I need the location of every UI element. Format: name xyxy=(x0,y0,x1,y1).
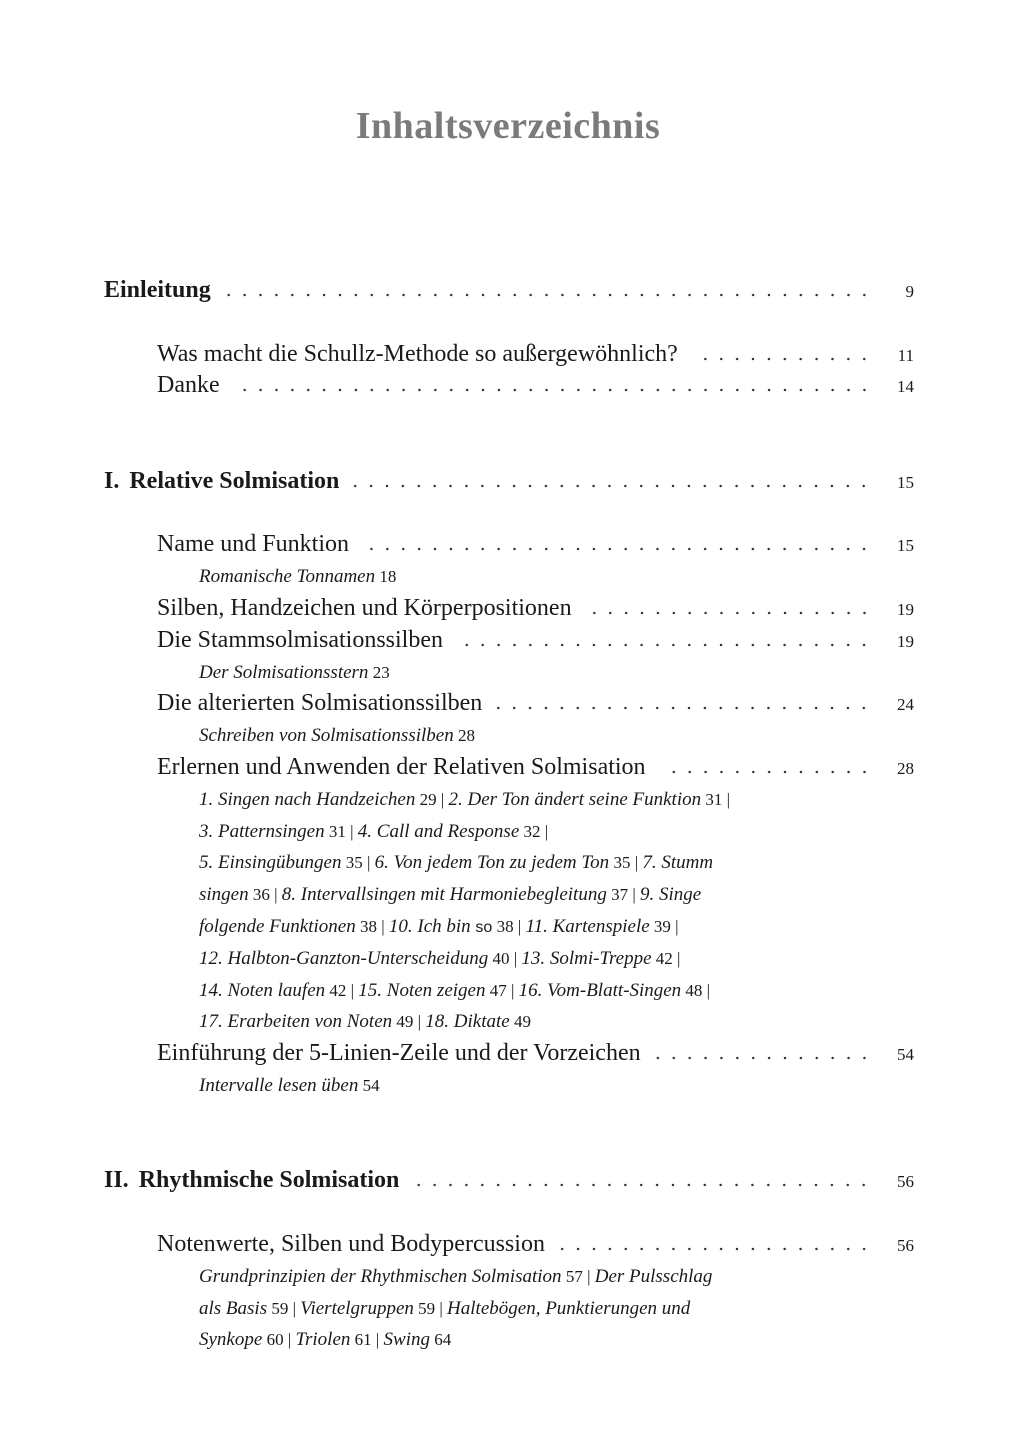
subsection-title[interactable]: Swing xyxy=(383,1329,430,1351)
toc-row xyxy=(0,752,1024,784)
subsection-title[interactable]: 18. Diktate xyxy=(425,1011,510,1033)
page-number: 47 | xyxy=(485,980,519,1000)
entry-title: Silben, Handzeichen und Körperpositionen xyxy=(157,594,572,621)
toc-row xyxy=(0,370,1024,402)
toc-row xyxy=(0,275,1024,307)
page-number: 37 | xyxy=(606,885,640,905)
subsection-title[interactable]: Grundprinzipien der Rhythmischen Solmisation xyxy=(199,1265,562,1287)
dot-leader xyxy=(225,293,872,297)
subsection-title[interactable]: 15. Noten zeigen xyxy=(358,979,486,1001)
subsection-title[interactable]: Triolen xyxy=(295,1329,351,1351)
subsection-title[interactable]: Synkope xyxy=(199,1329,263,1351)
entry-title: Erlernen und Anwenden der Relativen Solmisation xyxy=(157,753,646,780)
dot-leader xyxy=(559,1247,872,1251)
page-number: 48 | xyxy=(681,980,711,1000)
page-number: 64 xyxy=(429,1330,452,1350)
toc-row xyxy=(0,1070,1024,1102)
page-number: 36 | xyxy=(248,885,282,905)
toc-row xyxy=(0,720,1024,752)
entry-title: Name und Funktion xyxy=(157,531,349,558)
section-entry[interactable] xyxy=(157,370,914,403)
page-number: 24 xyxy=(897,695,914,715)
page-number: 19 xyxy=(897,631,914,651)
page-number: 35 | xyxy=(341,853,375,873)
page-number: 49 | xyxy=(392,1012,426,1032)
toc-row xyxy=(0,816,1024,848)
toc-row xyxy=(0,975,1024,1007)
page-title: Inhaltsverzeichnis xyxy=(355,105,661,147)
subsection-title[interactable]: 14. Noten laufen xyxy=(199,979,326,1001)
entry-title: Relative Solmisation xyxy=(129,467,340,494)
subsection-title[interactable]: 10. Ich bin xyxy=(388,915,476,937)
section-entry[interactable] xyxy=(157,1229,914,1262)
toc-row xyxy=(0,657,1024,689)
page-number: 42 | xyxy=(325,980,359,1000)
subsection-title[interactable]: 17. Erarbeiten von Noten xyxy=(199,1011,393,1033)
toc-row xyxy=(0,307,1024,339)
page-number: 38 | xyxy=(492,916,526,936)
toc-row xyxy=(0,1165,1024,1197)
chapter-entry[interactable] xyxy=(104,1165,914,1198)
subsection-title[interactable]: 9. Singe xyxy=(639,884,702,906)
section-entry[interactable] xyxy=(157,688,914,721)
page-number: 11 xyxy=(897,345,914,365)
chapter-number: II. xyxy=(104,1167,129,1194)
toc-row xyxy=(0,498,1024,530)
subsection-title[interactable]: 11. Kartenspiele xyxy=(525,915,650,937)
subsection-title[interactable]: 12. Halbton-Ganzton-Unterscheidung xyxy=(199,947,489,969)
subsection-line xyxy=(199,720,475,752)
subsection-line xyxy=(199,816,548,848)
subsection-title[interactable]: Der Pulsschlag xyxy=(594,1265,713,1287)
page-number: 35 | xyxy=(609,853,643,873)
subsection-title[interactable]: folgende Funktionen xyxy=(199,915,356,937)
page-number: 60 | xyxy=(262,1330,296,1350)
entry-title: Die alterierten Solmisationssilben xyxy=(157,690,483,717)
subsection-line xyxy=(199,975,710,1007)
page-number: 54 xyxy=(358,1075,380,1095)
page-number: 49 xyxy=(509,1012,531,1032)
subsection-line xyxy=(199,1006,531,1038)
toc-row xyxy=(0,1324,1024,1356)
subsection-title[interactable]: 16. Vom-Blatt-Singen xyxy=(518,979,682,1001)
toc-row xyxy=(0,1229,1024,1261)
page-number: 39 | xyxy=(649,916,679,936)
dot-leader xyxy=(660,770,872,774)
toc-row xyxy=(0,339,1024,371)
page-number: 56 xyxy=(897,1172,914,1192)
page-number: 19 xyxy=(897,599,914,619)
subsection-line xyxy=(199,784,730,816)
subsection-title[interactable]: Schreiben von Solmisationssilben xyxy=(199,725,454,747)
toc-row xyxy=(0,466,1024,498)
toc-row xyxy=(0,688,1024,720)
dot-leader xyxy=(496,706,872,710)
page-number: 38 | xyxy=(355,916,389,936)
page-number: 57 | xyxy=(561,1266,595,1286)
subsection-line xyxy=(199,1261,712,1293)
page-number: 31 | xyxy=(701,789,731,809)
toc-row xyxy=(0,1197,1024,1229)
section-entry[interactable] xyxy=(157,1038,914,1071)
subsection-title[interactable]: Viertelgruppen xyxy=(300,1297,414,1319)
dot-leader xyxy=(692,357,872,361)
page-number: 28 xyxy=(453,726,475,746)
toc-row xyxy=(0,784,1024,816)
subsection-line xyxy=(199,1324,451,1356)
page-number: 31 | xyxy=(324,821,358,841)
subsection-title[interactable]: 8. Intervallsingen mit Harmoniebegleitung xyxy=(281,884,607,906)
subsection-title[interactable]: singen xyxy=(199,884,249,906)
page-number: 42 | xyxy=(651,948,681,968)
subsection-line xyxy=(199,657,390,689)
toc-row xyxy=(0,1134,1024,1166)
page-number: 59 | xyxy=(267,1298,301,1318)
entry-title: Rhythmische Solmisation xyxy=(138,1167,400,1194)
page-number: 61 | xyxy=(350,1330,384,1350)
toc-row xyxy=(0,847,1024,879)
entry-title: Was macht die Schullz-Methode so außergewöhnlich? xyxy=(157,340,678,367)
page-number: 15 xyxy=(897,536,914,556)
page-number: 18 xyxy=(375,567,397,587)
entry-title: Die Stammsolmisationssilben xyxy=(157,626,443,653)
subsection-title[interactable]: 1. Singen nach Handzeichen xyxy=(199,788,416,810)
toc-row xyxy=(0,1261,1024,1293)
subsection-title[interactable]: Der Solmisationsstern xyxy=(199,661,369,683)
dot-leader xyxy=(353,484,872,488)
toc-row xyxy=(0,1102,1024,1134)
subsection-line xyxy=(199,847,713,879)
subsection-title[interactable]: 3. Patternsingen xyxy=(199,820,325,842)
subsection-line xyxy=(199,911,679,944)
subsection-line xyxy=(199,561,396,593)
dot-leader xyxy=(586,611,872,615)
subsection-line xyxy=(199,943,680,975)
table-of-contents xyxy=(0,275,1024,1356)
page-number: 28 xyxy=(897,758,914,778)
toc-row xyxy=(0,434,1024,466)
page-number: 56 xyxy=(897,1235,914,1255)
dot-leader xyxy=(234,388,872,392)
toc-row xyxy=(0,593,1024,625)
subsection-title[interactable]: 6. Von jedem Ton zu jedem Ton xyxy=(374,852,610,874)
entry-title: Notenwerte, Silben und Bodypercussion xyxy=(157,1230,545,1257)
subsection-title[interactable]: 5. Einsingübungen xyxy=(199,852,342,874)
toc-row xyxy=(0,1006,1024,1038)
toc-row xyxy=(0,561,1024,593)
page-number: 9 xyxy=(905,282,914,301)
subsection-line xyxy=(199,879,701,911)
section-entry[interactable] xyxy=(157,625,914,658)
toc-row xyxy=(0,625,1024,657)
subsection-line xyxy=(199,1293,690,1325)
page-number: 59 | xyxy=(413,1298,448,1318)
page-number: 23 xyxy=(368,662,390,682)
page-number: 54 xyxy=(897,1045,914,1065)
subsection-title[interactable]: Intervalle lesen üben xyxy=(199,1074,359,1096)
dot-leader xyxy=(363,547,872,551)
page-number: 14 xyxy=(897,377,914,397)
page-number: 32 | xyxy=(519,821,549,841)
chapter-entry[interactable] xyxy=(104,275,914,308)
toc-row xyxy=(0,402,1024,434)
toc-row xyxy=(0,1038,1024,1070)
subsection-title[interactable]: Haltebögen, Punktierungen und xyxy=(447,1297,691,1319)
entry-title: Einführung der 5-Linien-Zeile und der Vorzeichen xyxy=(157,1040,641,1067)
entry-title: Danke xyxy=(157,372,220,399)
dot-leader xyxy=(655,1056,872,1060)
page-number: 29 | xyxy=(415,789,449,809)
entry-title: Einleitung xyxy=(104,277,211,303)
subsection-line xyxy=(199,1070,380,1102)
toc-row xyxy=(0,943,1024,975)
section-entry[interactable] xyxy=(157,752,914,785)
toc-row xyxy=(0,911,1024,943)
page-number: 40 | xyxy=(488,948,522,968)
chapter-entry[interactable] xyxy=(104,466,914,499)
section-entry[interactable] xyxy=(157,529,914,562)
toc-row xyxy=(0,1293,1024,1325)
subsection-title[interactable]: Romanische Tonnamen xyxy=(199,566,376,588)
solmisation-syllable: so xyxy=(475,918,493,936)
page-number: 15 xyxy=(897,472,914,492)
section-entry[interactable] xyxy=(157,593,914,626)
section-entry[interactable] xyxy=(157,339,914,372)
subsection-title[interactable]: 2. Der Ton ändert seine Funktion xyxy=(448,788,702,810)
dot-leader xyxy=(413,1183,872,1187)
subsection-title[interactable]: als Basis xyxy=(199,1297,268,1319)
subsection-title[interactable]: 7. Stumm xyxy=(642,852,714,874)
subsection-title[interactable]: 4. Call and Response xyxy=(357,820,520,842)
dot-leader xyxy=(457,643,872,647)
toc-row xyxy=(0,879,1024,911)
toc-row xyxy=(0,529,1024,561)
subsection-title[interactable]: 13. Solmi-Treppe xyxy=(521,947,652,969)
chapter-number: I. xyxy=(104,467,120,494)
